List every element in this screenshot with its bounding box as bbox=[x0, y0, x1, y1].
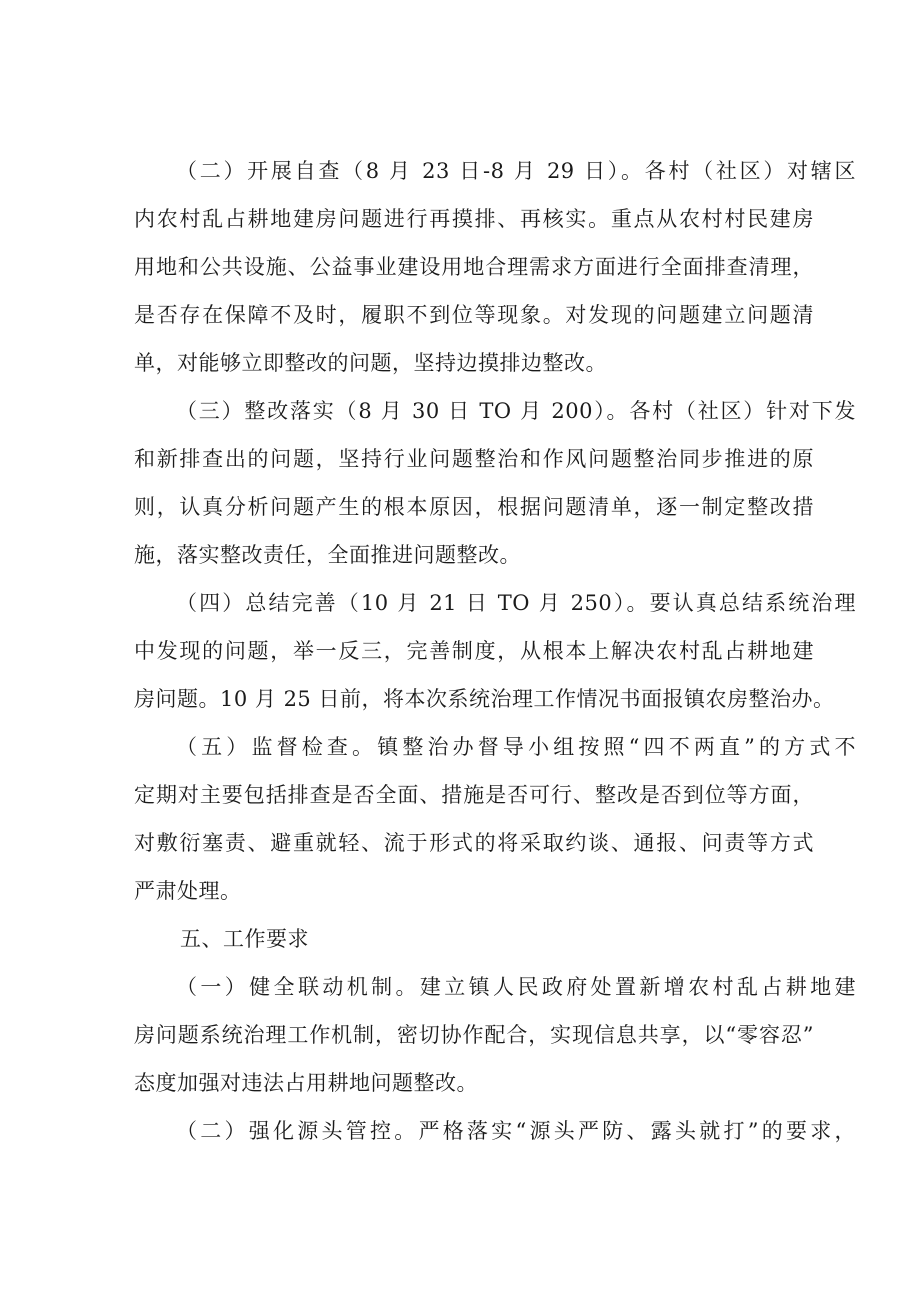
paragraph-line: （三）整改落实（8 月 30 日 TO 月 200）。各村（社区）针对下发 bbox=[176, 399, 856, 423]
paragraph-line: 中发现的问题，举一反三，完善制度，从根本上解决农村乱占耕地建 bbox=[134, 639, 814, 663]
paragraph-line: 严肃处理。 bbox=[134, 879, 242, 903]
paragraph-line: 则，认真分析问题产生的根本原因，根据问题清单，逐一制定整改措 bbox=[134, 495, 814, 519]
section-heading: 五、工作要求 bbox=[180, 927, 309, 951]
paragraph-line: 对敷衍塞责、避重就轻、流于形式的将采取约谈、通报、问责等方式 bbox=[134, 831, 814, 855]
paragraph-line: （五）监督检查。镇整治办督导小组按照“四不两直”的方式不 bbox=[176, 735, 856, 759]
paragraph-line: 施，落实整改责任，全面推进问题整改。 bbox=[134, 543, 521, 567]
paragraph-line: 用地和公共设施、公益事业建设用地合理需求方面进行全面排查清理， bbox=[134, 255, 814, 279]
paragraph-line: （四）总结完善（10 月 21 日 TO 月 250）。要认真总结系统治理 bbox=[176, 591, 856, 615]
paragraph-line: 态度加强对违法占用耕地问题整改。 bbox=[134, 1071, 478, 1095]
paragraph-line: （二）开展自查（8 月 23 日-8 月 29 日）。各村（社区）对辖区 bbox=[176, 159, 856, 183]
paragraph-line: 定期对主要包括排查是否全面、措施是否可行、整改是否到位等方面， bbox=[134, 783, 814, 807]
paragraph-line: 房问题系统治理工作机制，密切协作配合，实现信息共享，以“零容忍” bbox=[134, 1023, 814, 1047]
paragraph-line: 内农村乱占耕地建房问题进行再摸排、再核实。重点从农村村民建房 bbox=[134, 207, 814, 231]
paragraph-line: （一）健全联动机制。建立镇人民政府处置新增农村乱占耕地建 bbox=[176, 975, 856, 999]
paragraph-line: 单，对能够立即整改的问题，坚持边摸排边整改。 bbox=[134, 351, 607, 375]
paragraph-line: （二）强化源头管控。严格落实“源头严防、露头就打”的要求， bbox=[176, 1119, 856, 1143]
paragraph-line: 是否存在保障不及时，履职不到位等现象。对发现的问题建立问题清 bbox=[134, 303, 814, 327]
paragraph-line: 房问题。10 月 25 日前，将本次系统治理工作情况书面报镇农房整治办。 bbox=[134, 687, 835, 711]
paragraph-line: 和新排查出的问题，坚持行业问题整治和作风问题整治同步推进的原 bbox=[134, 447, 814, 471]
